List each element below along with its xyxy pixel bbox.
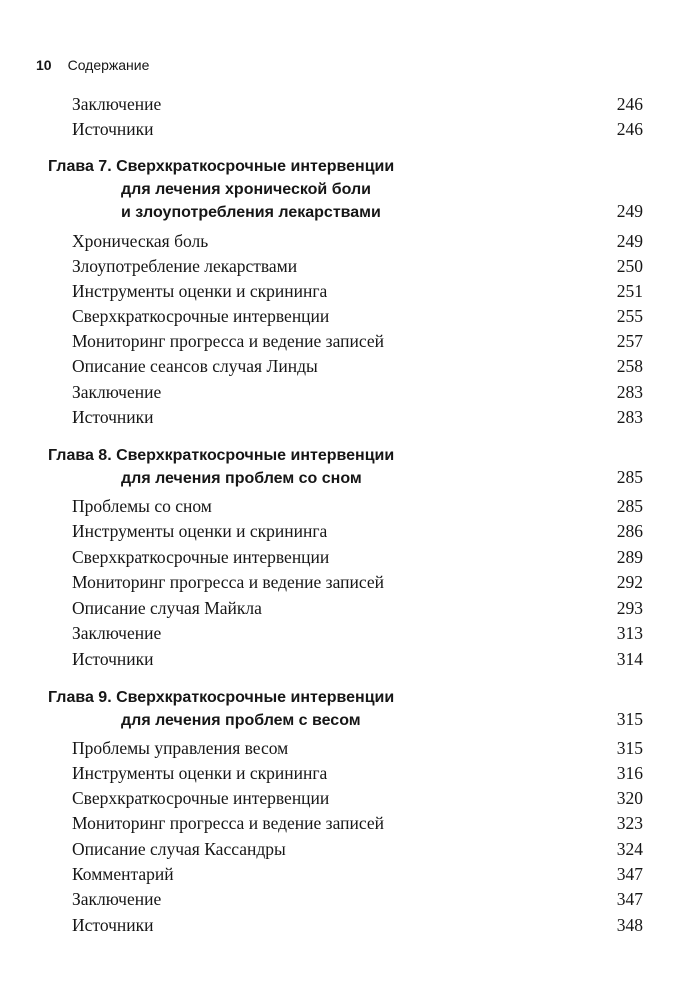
toc-entry	[72, 380, 643, 405]
toc-entry	[72, 519, 643, 544]
chapter-title-line: для лечения проблем с весом	[121, 712, 361, 729]
entry-page-number: 324	[616, 839, 643, 859]
toc-entry	[72, 229, 643, 254]
toc-entry	[72, 329, 643, 354]
chapter-title-line: и злоупотребления лекарствами	[121, 204, 381, 221]
entry-page-number: 293	[616, 598, 643, 618]
entry-page-number: 316	[616, 763, 643, 783]
toc-entry	[72, 117, 643, 142]
entry-title: Инструменты оценки и скрининга	[72, 763, 328, 783]
toc-entry	[72, 786, 643, 811]
toc-entry	[72, 279, 643, 304]
toc-entry	[72, 494, 643, 519]
toc-chapter-heading	[48, 155, 643, 224]
running-title: Содержание	[67, 57, 150, 73]
chapter-title-line: Глава 8. Сверхкраткосрочные интервенции	[48, 447, 395, 464]
entry-title: Мониторинг прогресса и ведение записей	[72, 572, 384, 592]
entry-page-number: 347	[616, 889, 643, 909]
entry-title: Источники	[72, 649, 154, 669]
entry-title: Описание случая Кассандры	[72, 839, 286, 859]
running-head	[36, 57, 149, 73]
toc-chapter-heading	[48, 444, 643, 490]
entry-page-number: 246	[616, 119, 643, 139]
toc-entry	[72, 304, 643, 329]
entry-title: Сверхкраткосрочные интервенции	[72, 788, 330, 808]
chapter-title	[48, 155, 643, 224]
entry-page-number: 315	[616, 709, 643, 729]
toc-entry	[72, 761, 643, 786]
entry-page-number: 251	[616, 281, 643, 301]
entry-page-number: 292	[616, 572, 643, 592]
entry-page-number: 314	[616, 649, 643, 669]
entry-page-number: 315	[616, 738, 643, 758]
entry-title: Источники	[72, 915, 154, 935]
entry-page-number: 258	[616, 356, 643, 376]
entry-page-number: 313	[616, 623, 643, 643]
entry-page-number: 257	[616, 331, 643, 351]
toc-entry	[72, 837, 643, 862]
entry-title: Источники	[72, 407, 154, 427]
entry-page-number: 289	[616, 547, 643, 567]
entry-title: Заключение	[72, 623, 162, 643]
entry-page-number: 255	[616, 306, 643, 326]
entry-page-number: 283	[616, 407, 643, 427]
entry-title: Описание случая Майкла	[72, 598, 262, 618]
toc-entry	[72, 862, 643, 887]
chapter-title-line: Глава 7. Сверхкраткосрочные интервенции	[48, 158, 395, 175]
entry-title: Заключение	[72, 382, 162, 402]
toc-entry	[72, 913, 643, 938]
entry-title: Заключение	[72, 889, 162, 909]
entry-title: Мониторинг прогресса и ведение записей	[72, 331, 384, 351]
toc-entry	[72, 647, 643, 672]
entry-title: Источники	[72, 119, 154, 139]
entry-title: Комментарий	[72, 864, 174, 884]
chapter-title	[48, 686, 643, 732]
entry-page-number: 320	[616, 788, 643, 808]
entry-page-number: 323	[616, 813, 643, 833]
toc-chapter-heading	[48, 686, 643, 732]
chapter-title-line: для лечения хронической боли	[121, 181, 371, 198]
entry-page-number: 283	[616, 382, 643, 402]
entry-title: Проблемы управления весом	[72, 738, 289, 758]
entry-page-number: 348	[616, 915, 643, 935]
entry-page-number: 347	[616, 864, 643, 884]
entry-page-number: 249	[616, 231, 643, 251]
entry-page-number: 249	[616, 201, 643, 221]
toc-entry	[72, 570, 643, 595]
entry-title: Заключение	[72, 94, 162, 114]
toc-entry	[72, 92, 643, 117]
entry-page-number: 286	[616, 521, 643, 541]
entry-title: Инструменты оценки и скрининга	[72, 521, 328, 541]
entry-title: Мониторинг прогресса и ведение записей	[72, 813, 384, 833]
toc-entry	[72, 887, 643, 912]
toc-entry	[72, 354, 643, 379]
entry-title: Описание сеансов случая Линды	[72, 356, 318, 376]
page-number: 10	[36, 57, 52, 73]
chapter-title	[48, 444, 643, 490]
toc-entry	[72, 596, 643, 621]
entry-title: Проблемы со сном	[72, 496, 212, 516]
toc-entry	[72, 811, 643, 836]
toc-entry	[72, 621, 643, 646]
chapter-title-line: для лечения проблем со сном	[121, 470, 362, 487]
toc-entry	[72, 545, 643, 570]
entry-title: Злоупотребление лекарствами	[72, 256, 298, 276]
entry-title: Хроническая боль	[72, 231, 209, 251]
toc-entry	[72, 736, 643, 761]
entry-title: Сверхкраткосрочные интервенции	[72, 547, 330, 567]
chapter-title-line: Глава 9. Сверхкраткосрочные интервенции	[48, 689, 395, 706]
entry-page-number: 250	[616, 256, 643, 276]
entry-page-number: 285	[616, 467, 643, 487]
entry-title: Сверхкраткосрочные интервенции	[72, 306, 330, 326]
toc-entry	[72, 254, 643, 279]
toc-entry	[72, 405, 643, 430]
entry-page-number: 246	[616, 94, 643, 114]
entry-page-number: 285	[616, 496, 643, 516]
entry-title: Инструменты оценки и скрининга	[72, 281, 328, 301]
